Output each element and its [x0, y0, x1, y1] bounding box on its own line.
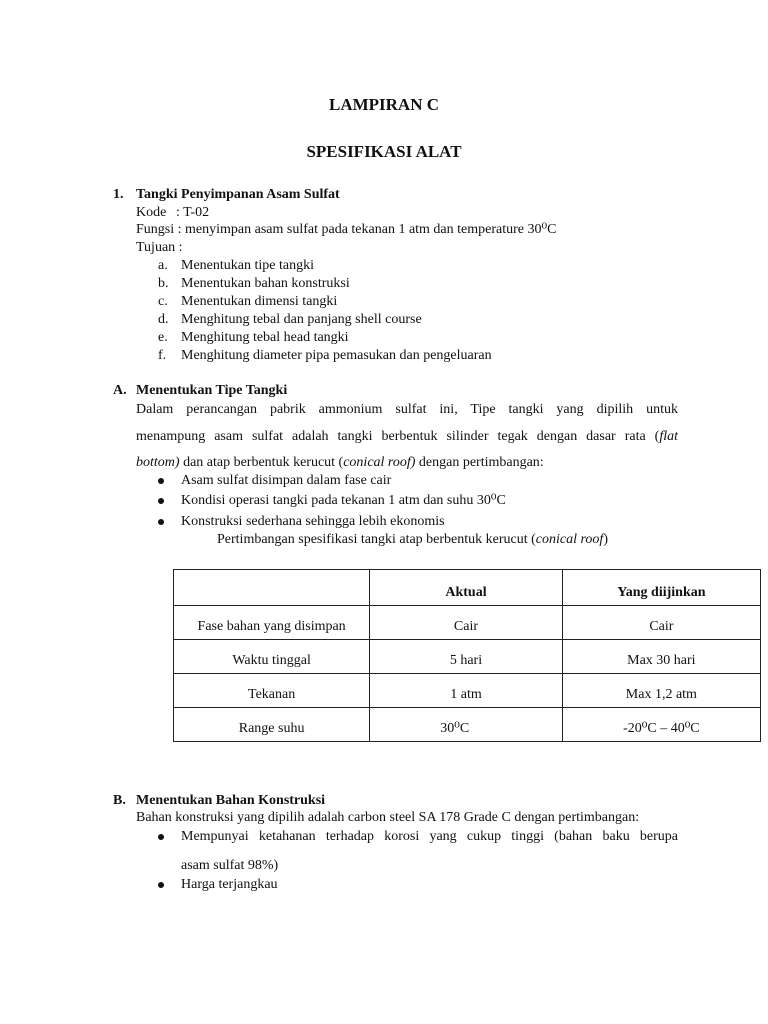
bullet-icon	[158, 519, 164, 525]
list-item: Konstruksi sederhana sehingga lebih ekonomis	[181, 514, 445, 529]
section-b-paragraph: Bahan konstruksi yang dipilih adalah carbon steel SA 178 Grade C dengan pertimbangan:	[136, 810, 640, 825]
list-item: Harga terjangkau	[181, 877, 278, 892]
text-segment: )	[603, 532, 608, 547]
tujuan-label: Tujuan :	[136, 240, 183, 255]
table-cell: Max 1,2 atm	[562, 674, 760, 708]
list-item: Menentukan bahan konstruksi	[181, 276, 350, 291]
spec-table	[173, 569, 761, 742]
table-cell: Range suhu	[174, 708, 370, 742]
kode-label: Kode	[136, 205, 167, 220]
table-cell: Waktu tinggal	[174, 640, 370, 674]
list-item-letter: b.	[158, 276, 169, 291]
table-header-row	[174, 570, 761, 606]
table-row	[174, 640, 761, 674]
list-item-letter: c.	[158, 294, 168, 309]
section-b-letter: B.	[113, 793, 126, 808]
table-cell: 5 hari	[370, 640, 563, 674]
section-a-paragraph-line-3	[136, 454, 544, 472]
list-item: Menghitung tebal head tangki	[181, 330, 349, 345]
table-cell: Max 30 hari	[562, 640, 760, 674]
list-item-letter: f.	[158, 348, 167, 363]
page-subtitle: SPESIFIKASI ALAT	[306, 142, 462, 161]
section-1-heading: Tangki Penyimpanan Asam Sulfat	[136, 187, 340, 202]
section-a-paragraph-line-2	[136, 428, 678, 446]
table-row	[174, 606, 761, 640]
italic-segment: conical roof)	[343, 455, 416, 470]
italic-segment: flat	[659, 429, 678, 444]
section-b-heading: Menentukan Bahan Konstruksi	[136, 793, 326, 808]
table-header-empty	[174, 570, 370, 606]
kode-value: : T-02	[176, 205, 210, 220]
text-segment: dan atap berbentuk kerucut (	[179, 455, 344, 470]
table-row	[174, 708, 761, 742]
table-cell: 1 atm	[370, 674, 563, 708]
table-caption	[217, 531, 608, 549]
list-item-letter: a.	[158, 258, 168, 273]
italic-segment: conical roof	[535, 532, 604, 547]
list-item: Kondisi operasi tangki pada tekanan 1 atm dan suhu 30⁰C	[181, 493, 506, 508]
section-a-heading: Menentukan Tipe Tangki	[136, 383, 288, 398]
text-segment: menampung asam sulfat adalah tangki berbentuk silinder tegak dengan dasar rata (	[136, 429, 660, 444]
list-item: Menentukan tipe tangki	[181, 258, 314, 273]
bullet-icon	[158, 882, 164, 888]
section-a-paragraph-line-1: Dalam perancangan pabrik ammonium sulfat ini, Tipe tangki yang dipilih untuk	[136, 402, 678, 417]
italic-segment: bottom)	[136, 455, 180, 470]
list-item-letter: d.	[158, 312, 169, 327]
bullet-icon	[158, 834, 164, 840]
list-item: Menghitung tebal dan panjang shell course	[181, 312, 422, 327]
table-cell: Fase bahan yang disimpan	[174, 606, 370, 640]
text-segment: dengan pertimbangan:	[415, 455, 544, 470]
section-a-letter: A.	[113, 383, 127, 398]
section-1-number: 1.	[113, 187, 124, 202]
list-item: Menghitung diameter pipa pemasukan dan pengeluaran	[181, 348, 492, 363]
table-cell: Cair	[562, 606, 760, 640]
bullet-icon	[158, 498, 164, 504]
page-title: LAMPIRAN C	[328, 95, 440, 114]
bullet-icon	[158, 478, 164, 484]
list-item: Asam sulfat disimpan dalam fase cair	[181, 473, 392, 488]
table-cell: Cair	[370, 606, 563, 640]
table-header-diijinkan: Yang diijinkan	[562, 570, 760, 606]
text-segment: Pertimbangan spesifikasi tangki atap berbentuk kerucut (	[217, 532, 536, 547]
list-item: Mempunyai ketahanan terhadap korosi yang cukup tinggi (bahan baku berupa	[181, 829, 678, 844]
table-header-aktual: Aktual	[370, 570, 563, 606]
table-cell: -20⁰C – 40⁰C	[562, 708, 760, 742]
table-row	[174, 674, 761, 708]
table-cell: 30⁰C	[370, 708, 563, 742]
table-cell: Tekanan	[174, 674, 370, 708]
list-item: Menentukan dimensi tangki	[181, 294, 338, 309]
list-item-letter: e.	[158, 330, 168, 345]
list-item-continuation: asam sulfat 98%)	[181, 858, 279, 873]
fungsi-line: Fungsi : menyimpan asam sulfat pada tekanan 1 atm dan temperature 30⁰C	[136, 222, 557, 237]
